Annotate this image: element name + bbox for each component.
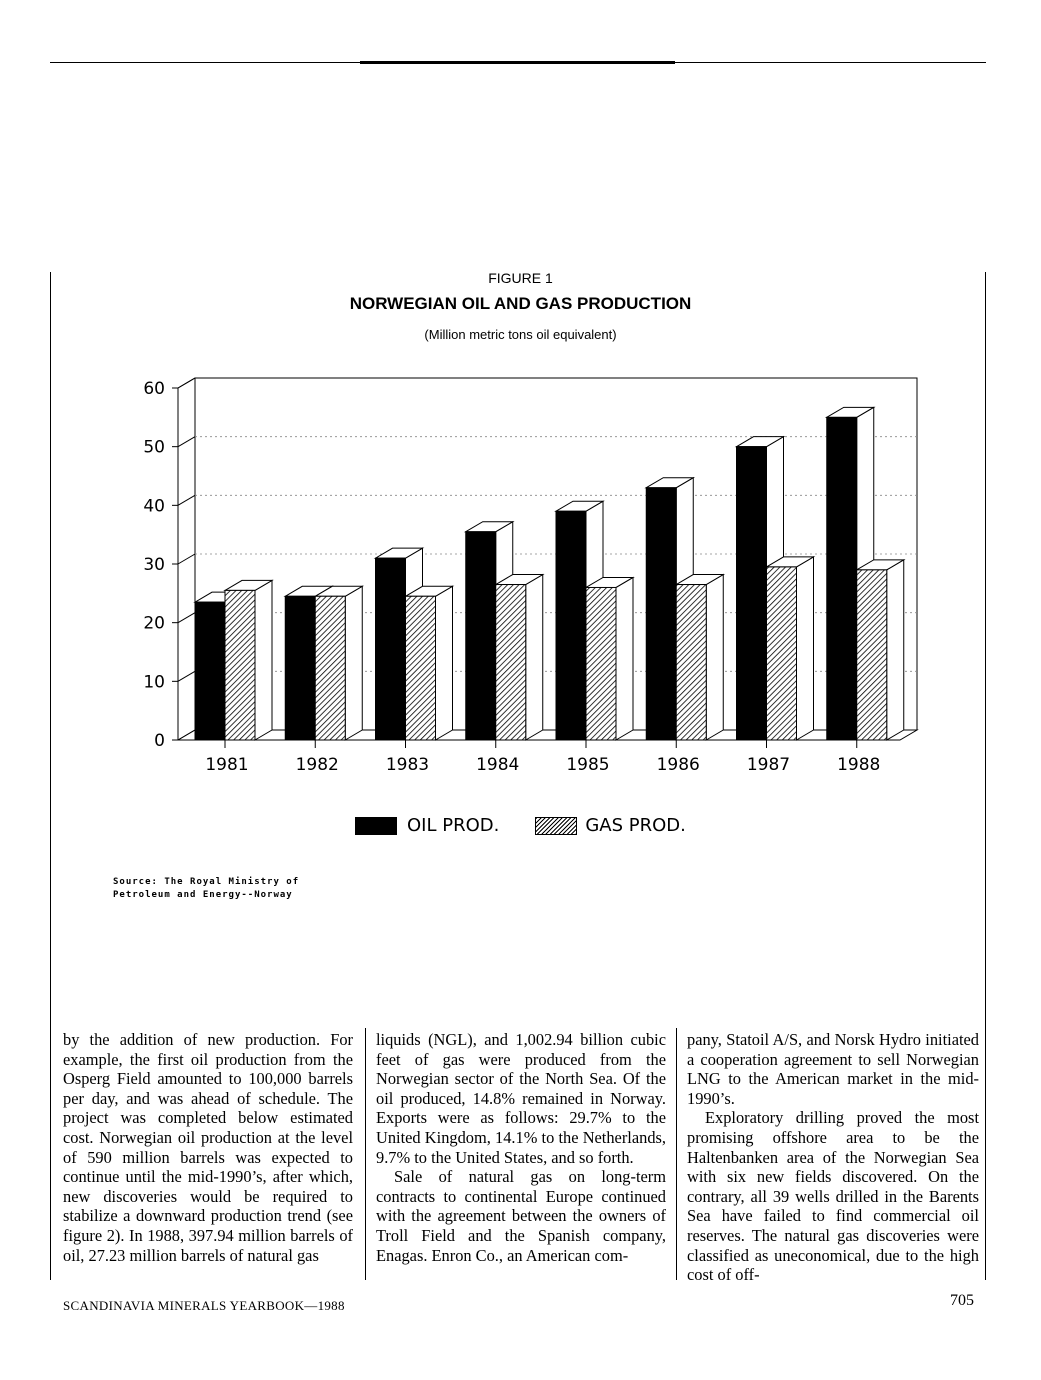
- figure-subtitle: (Million metric tons oil equivalent): [424, 327, 617, 342]
- x-tick-label: 1986: [656, 755, 700, 775]
- gas-bar-side: [436, 586, 453, 740]
- y-tick-depth: [178, 437, 195, 447]
- oil-bar-front: [646, 488, 676, 740]
- oil-bar-front: [827, 417, 857, 740]
- column-2-paragraph-2: Sale of natural gas on long-term contracts to continental Europe continued with the agreement between the owners of Troll Field and the Spanish company, Enagas. Enron Co., an American com-: [376, 1167, 666, 1265]
- gas-bar: [406, 586, 453, 740]
- gas-bar-front: [225, 590, 255, 740]
- column-3-paragraph-2: Exploratory drilling proved the most promising offshore area to be the Haltenbanken area of the Norwegian Sea with six new fields discovered. On the contrary, all 39 wells drilled in the Barents Sea have failed to find commercial oil reserves. The natural gas discoveries were classified as uneconomical, due to the high cost of off-: [687, 1108, 979, 1285]
- y-tick-label: 40: [143, 496, 165, 517]
- gas-bar-side: [616, 577, 633, 740]
- figure-source: [113, 876, 299, 902]
- x-tick-label: 1981: [205, 755, 249, 775]
- y-tick-depth: [178, 495, 195, 505]
- gas-bar-side: [797, 557, 814, 740]
- gas-bar-side: [706, 575, 723, 740]
- figure-title: NORWEGIAN OIL AND GAS PRODUCTION: [349, 294, 692, 313]
- gas-bar-front: [406, 596, 436, 740]
- gas-bar-side: [526, 575, 543, 740]
- oil-bar-front: [737, 447, 767, 740]
- column-2-paragraph-1: liquids (NGL), and 1,002.94 billion cubic feet of gas were produced from the Norwegian sector of the North Sea. Of the oil produced, 14.8% remained in Norway. Exports were as follows: 29.7% to the United Kingdom, 14.1% to the Netherlands, 9.7% to the United States, and so forth.: [376, 1030, 666, 1167]
- figure-label: FIGURE 1: [488, 270, 553, 286]
- x-tick-label: 1983: [385, 755, 430, 775]
- gas-bar-front: [496, 585, 526, 740]
- gas-bar: [225, 580, 272, 740]
- y-tick-label: 10: [143, 672, 165, 693]
- oil-bar-front: [556, 511, 586, 740]
- gas-bar: [586, 577, 633, 740]
- gas-bar: [676, 575, 723, 740]
- y-tick-label: 60: [143, 379, 165, 399]
- x-tick-label: 1987: [746, 755, 791, 775]
- x-tick-label: 1988: [837, 755, 881, 775]
- legend-oil-swatch: [355, 817, 397, 835]
- text-column-1: [63, 1030, 353, 1265]
- y-tick-label: 20: [143, 613, 165, 634]
- page-number: 705: [950, 1292, 974, 1309]
- gas-bar: [315, 586, 362, 740]
- column-3-paragraph-1: pany, Statoil A/S, and Norsk Hydro initiated a cooperation agreement to sell Norwegian LNG to the American market in the mid-1990’s.: [687, 1030, 979, 1108]
- y-tick-label: 0: [154, 731, 165, 751]
- gas-bar-front: [676, 585, 706, 740]
- text-column-2: [376, 1030, 666, 1265]
- gas-bar: [767, 557, 814, 740]
- gas-bar-side: [345, 586, 362, 740]
- chart-legend: [355, 815, 686, 836]
- x-tick-label: 1982: [295, 755, 339, 775]
- gas-bar-front: [315, 596, 345, 740]
- y-tick-label: 30: [143, 555, 165, 575]
- source-line-2: Petroleum and Energy--Norway: [113, 890, 293, 900]
- x-tick-label: 1985: [566, 755, 610, 775]
- oil-bar-front: [285, 596, 315, 740]
- gas-bar-front: [767, 567, 797, 740]
- column-divider-2: [676, 1028, 677, 1280]
- legend-oil-label: OIL PROD.: [407, 815, 500, 836]
- column-divider-1: [365, 1028, 366, 1280]
- y-tick-depth: [178, 613, 195, 623]
- legend-gas-swatch: [535, 817, 577, 835]
- gas-bar-front: [857, 570, 887, 740]
- x-tick-label: 1984: [476, 755, 520, 775]
- gas-bar-front: [586, 587, 616, 740]
- oil-bar-front: [466, 532, 496, 740]
- text-column-3: [687, 1030, 979, 1285]
- footer-publication: SCANDINAVIA MINERALS YEARBOOK—1988: [63, 1298, 345, 1313]
- oil-bar-front: [195, 602, 225, 740]
- gas-bar: [857, 560, 904, 740]
- gas-bar-side: [255, 580, 272, 740]
- y-tick-depth: [178, 554, 195, 564]
- oil-bar-front: [376, 558, 406, 740]
- gas-bar-side: [887, 560, 904, 740]
- gas-bar: [496, 575, 543, 740]
- y-tick-depth: [178, 378, 195, 388]
- legend-gas-label: GAS PROD.: [585, 815, 686, 836]
- y-tick-label: 50: [143, 437, 165, 458]
- column-1-paragraph: by the addition of new production. For example, the first oil production from the Osperg Field amounted to 100,000 barrels per day, and was ahead of schedule. The project was completed below estimated cost. Norwegian oil production at the level of 590 million barrels was expected to continue until the mid-1990’s, after which, new discoveries would be required to stabilize a downward production trend (see figure 2). In 1988, 397.94 million barrels of oil, 27.23 million barrels of natural gas: [63, 1030, 353, 1265]
- y-tick-depth: [178, 671, 195, 681]
- source-line-1: Source: The Royal Ministry of: [113, 877, 300, 887]
